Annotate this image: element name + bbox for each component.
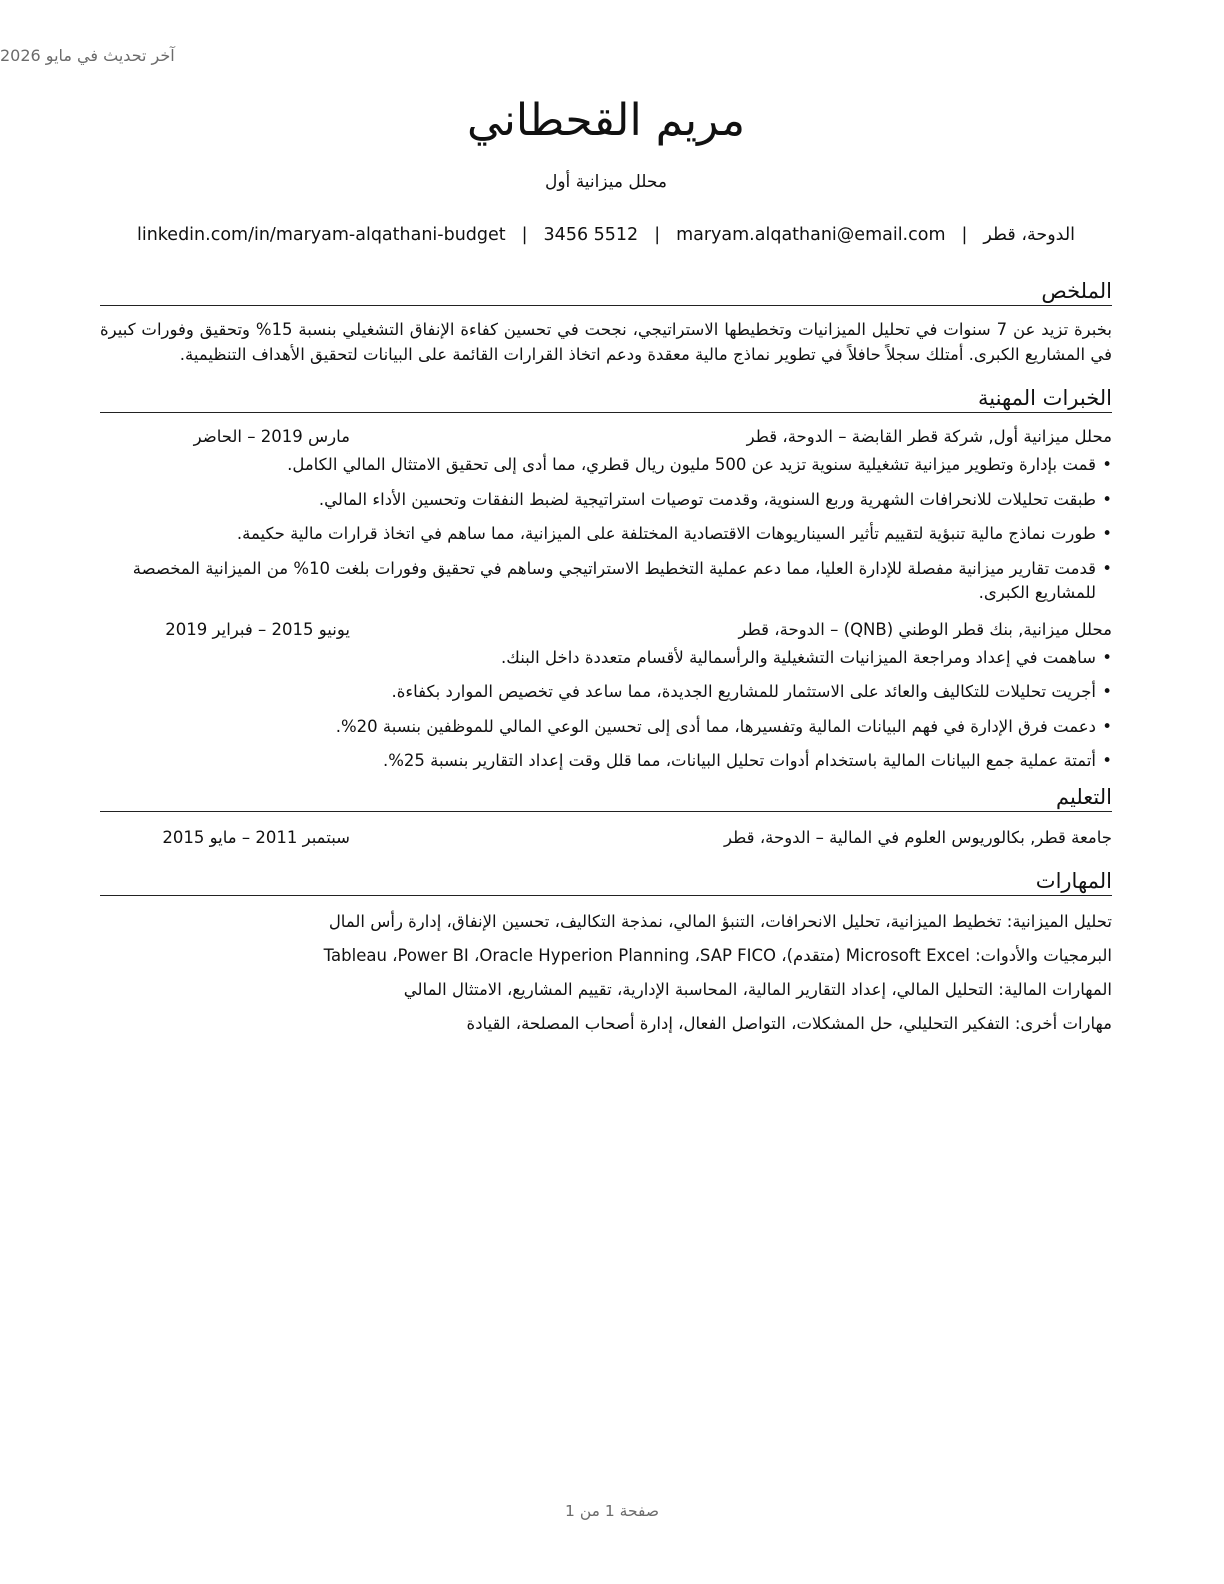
bullet-text: قدمت تقارير ميزانية مفصلة للإدارة العليا، مما دعم عملية التخطيط الاستراتيجي وساهم في تحقيق وفورات بلغت 10% من الميزانية المخصصة للمشاريع الكبرى. <box>132 558 1096 602</box>
bullet-item <box>100 749 1112 774</box>
summary-text: بخبرة تزيد عن 7 سنوات في تحليل الميزانيات وتخطيطها الاستراتيجي، نجحت في تحسين كفاءة الإنفاق التشغيلي بنسبة 15% وتحقيق وفورات كبيرة في المشاريع الكبرى. أمتلك سجلاً حافلاً في تطوير نماذج مالية معقدة ودعم اتخاذ القرارات القائمة على البيانات لتحقيق الأهداف التنظيمية. <box>100 320 1112 364</box>
job-header <box>100 618 1112 642</box>
job-dates: مارس 2019 – الحاضر <box>193 427 350 446</box>
bullet-dot-icon: • <box>1102 455 1112 474</box>
job-entry <box>100 618 1112 774</box>
bullet-text: قمت بإدارة وتطوير ميزانية تشغيلية سنوية تزيد عن 500 مليون ريال قطري، مما أدى إلى تحقيق الامتثال المالي الكامل. <box>287 455 1096 474</box>
section-heading-education: التعليم <box>100 784 1112 812</box>
bullet-item <box>100 557 1112 606</box>
bullet-dot-icon: • <box>1102 751 1112 770</box>
skills-section <box>100 868 1112 1036</box>
bullet-text: طبقت تحليلات للانحرافات الشهرية وربع السنوية، وقدمت توصيات استراتيجية لضبط النفقات وتحسين الأداء المالي. <box>318 489 1096 509</box>
job-dates: يونيو 2015 – فبراير 2019 <box>165 619 350 639</box>
contact-separator: | <box>654 225 661 245</box>
bullet-text: ساهمت في إعداد ومراجعة الميزانيات التشغيلية والرأسمالية لأقسام متعددة داخل البنك. <box>501 647 1096 667</box>
bullet-dot-icon: • <box>1102 558 1112 578</box>
resume-page <box>100 0 1112 1584</box>
skill-line: البرمجيات والأدوات: Microsoft Excel (متقدم)، Tableau ،Power BI ،Oracle Hyperion Planning ،SAP FICO <box>323 945 1112 965</box>
experience-section <box>100 385 1112 774</box>
bullet-item <box>100 680 1112 705</box>
bullet-dot-icon: • <box>1102 682 1112 701</box>
summary-section <box>100 278 1112 367</box>
education-dates: سبتمبر 2011 – مايو 2015 <box>162 827 350 847</box>
bullet-dot-icon: • <box>1102 716 1112 736</box>
bullet-text: دعمت فرق الإدارة في فهم البيانات المالية وتفسيرها، مما أدى إلى تحسين الوعي المالي للموظفين بنسبة 20%. <box>335 716 1096 736</box>
job-bullets <box>100 646 1112 774</box>
job-entry <box>100 425 1112 606</box>
candidate-name: مريم القحطاني <box>466 95 746 146</box>
bullet-dot-icon: • <box>1102 489 1112 509</box>
contact-bar <box>100 222 1112 248</box>
job-header <box>100 425 1112 449</box>
last-updated-note: آخر تحديث في مايو 2026 <box>0 46 175 65</box>
contact-separator: | <box>961 225 968 245</box>
bullet-text: أجريت تحليلات للتكاليف والعائد على الاستثمار للمشاريع الجديدة، مما ساعد في تخصيص الموارد بكفاءة. <box>391 682 1096 701</box>
bullet-item <box>100 646 1112 671</box>
bullet-text: أتمتة عملية جمع البيانات المالية باستخدام أدوات تحليل البيانات، مما قلل وقت إعداد التقارير بنسبة 25%. <box>382 751 1096 770</box>
contact-linkedin[interactable]: linkedin.com/in/maryam-alqathani-budget <box>136 225 506 245</box>
education-entry <box>100 826 1112 850</box>
bullet-text: طورت نماذج مالية تنبؤية لتقييم تأثير السيناريوهات الاقتصادية المختلفة على الميزانية، مما ساهم في اتخاذ قرارات مالية حكيمة. <box>236 524 1096 543</box>
skills-list <box>100 910 1112 1036</box>
bullet-item <box>100 715 1112 740</box>
education-section <box>100 784 1112 850</box>
section-heading-skills: المهارات <box>100 868 1112 896</box>
section-heading-experience: الخبرات المهنية <box>100 385 1112 413</box>
bullet-item <box>100 488 1112 513</box>
section-heading-summary: الملخص <box>100 278 1112 306</box>
bullet-dot-icon: • <box>1102 647 1112 667</box>
contact-separator: | <box>521 225 528 245</box>
bullet-item <box>100 453 1112 478</box>
job-bullets <box>100 453 1112 606</box>
job-title: محلل ميزانية أول <box>545 172 667 192</box>
resume-body <box>100 278 1112 1046</box>
contact-location: الدوحة، قطر <box>983 225 1076 245</box>
job-position: محلل ميزانية, بنك قطر الوطني (QNB) – الدوحة، قطر <box>738 619 1112 639</box>
job-position: محلل ميزانية أول, شركة قطر القابضة – الدوحة، قطر <box>746 427 1112 446</box>
education-degree: جامعة قطر, بكالوريوس العلوم في المالية – الدوحة، قطر <box>724 827 1112 847</box>
skill-line: تحليل الميزانية: تخطيط الميزانية، تحليل الانحرافات، التنبؤ المالي، نمذجة التكاليف، تحسين الإنفاق، إدارة رأس المال <box>328 911 1112 931</box>
contact-email[interactable]: maryam.alqathani@email.com <box>676 225 946 245</box>
bullet-dot-icon: • <box>1102 524 1112 543</box>
skill-line: مهارات أخرى: التفكير التحليلي، حل المشكلات، التواصل الفعال، إدارة أصحاب المصلحة، القيادة <box>466 1013 1112 1033</box>
contact-phone: 3456 5512 <box>543 225 639 245</box>
bullet-item <box>100 522 1112 547</box>
skill-line: المهارات المالية: التحليل المالي، إعداد التقارير المالية، المحاسبة الإدارية، تقييم المشاريع، الامتثال المالي <box>403 979 1112 999</box>
page-number: صفحة 1 من 1 <box>565 1502 659 1520</box>
